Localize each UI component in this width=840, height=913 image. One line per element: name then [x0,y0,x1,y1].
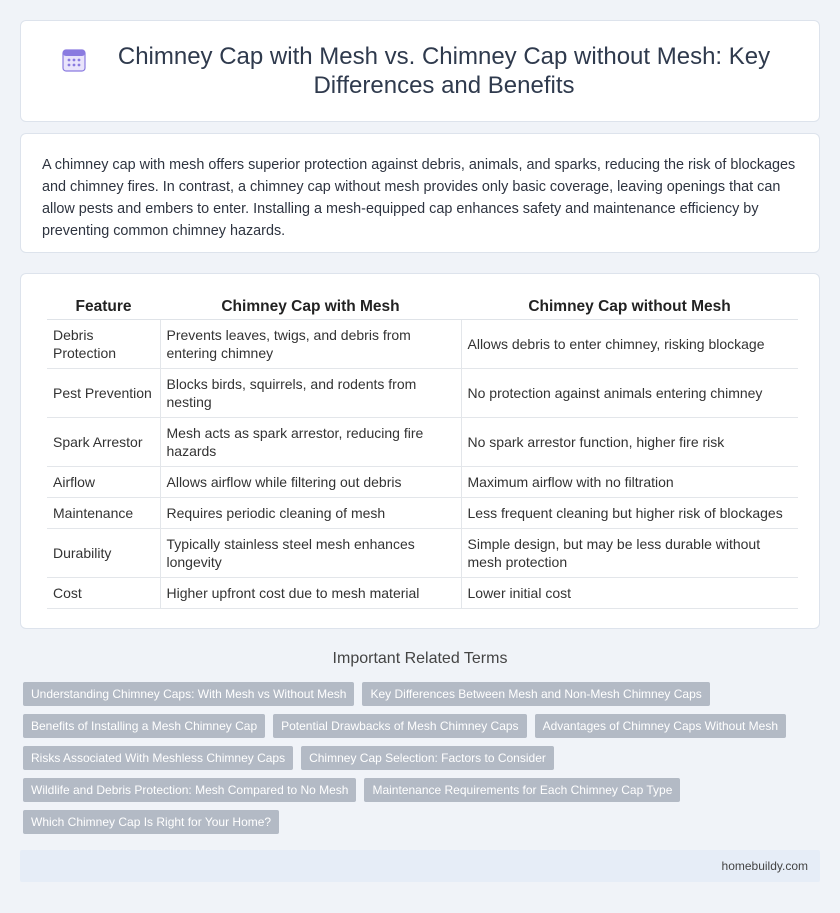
feature-cell: Durability [47,529,160,578]
related-term-tag[interactable]: Understanding Chimney Caps: With Mesh vs Without Mesh [23,682,354,706]
related-term-tag[interactable]: Maintenance Requirements for Each Chimney Cap Type [364,778,680,802]
feature-cell: Pest Prevention [47,369,160,418]
related-term-tag[interactable]: Potential Drawbacks of Mesh Chimney Caps [273,714,526,738]
with-mesh-cell: Higher upfront cost due to mesh material [160,578,461,609]
footer-site-link[interactable]: homebuildy.com [721,859,808,873]
related-term-tag[interactable]: Key Differences Between Mesh and Non-Mesh Chimney Caps [362,682,709,706]
table-row [47,320,798,369]
with-mesh-cell: Requires periodic cleaning of mesh [160,498,461,529]
without-mesh-cell: Lower initial cost [461,578,798,609]
without-mesh-cell: Allows debris to enter chimney, risking blockage [461,320,798,369]
comparison-card [20,273,820,629]
table-row [47,498,798,529]
related-terms-heading: Important Related Terms [332,650,508,667]
related-term-tag[interactable]: Which Chimney Cap Is Right for Your Home? [23,810,279,834]
table-header-row [47,293,798,320]
table-row [47,529,798,578]
with-mesh-cell: Allows airflow while filtering out debris [160,467,461,498]
calendar-icon [61,47,87,73]
related-term-tag[interactable]: Benefits of Installing a Mesh Chimney Cap [23,714,265,738]
table-row [47,578,798,609]
with-mesh-cell: Blocks birds, squirrels, and rodents from nesting [160,369,461,418]
footer [20,850,820,882]
without-mesh-cell: No protection against animals entering chimney [461,369,798,418]
header-card [20,20,820,122]
table-row [47,418,798,467]
table-row [47,467,798,498]
intro-paragraph: A chimney cap with mesh offers superior protection against debris, animals, and sparks, reducing the risk of blockages and chimney fires. In contrast, a chimney cap without mesh provides only basic coverage, leaving openings that can allow pests and embers to enter. Installing a mesh-equipped cap enhances safety and maintenance efficiency by preventing common chimney hazards. [42,157,796,239]
table-row [47,369,798,418]
column-header-without-mesh: Chimney Cap without Mesh [461,293,798,320]
feature-cell: Cost [47,578,160,609]
without-mesh-cell: Less frequent cleaning but higher risk of blockages [461,498,798,529]
related-term-tag[interactable]: Risks Associated With Meshless Chimney Caps [23,746,293,770]
feature-cell: Debris Protection [47,320,160,369]
column-header-feature: Feature [47,293,160,320]
feature-cell: Airflow [47,467,160,498]
without-mesh-cell: Simple design, but may be less durable without mesh protection [461,529,798,578]
related-term-tag[interactable]: Advantages of Chimney Caps Without Mesh [535,714,786,738]
related-term-tag[interactable]: Chimney Cap Selection: Factors to Consider [301,746,554,770]
without-mesh-cell: No spark arrestor function, higher fire risk [461,418,798,467]
with-mesh-cell: Mesh acts as spark arrestor, reducing fire hazards [160,418,461,467]
related-terms-list [23,682,813,842]
comparison-table [47,293,798,609]
with-mesh-cell: Typically stainless steel mesh enhances longevity [160,529,461,578]
column-header-with-mesh: Chimney Cap with Mesh [160,293,461,320]
with-mesh-cell: Prevents leaves, twigs, and debris from entering chimney [160,320,461,369]
related-term-tag[interactable]: Wildlife and Debris Protection: Mesh Compared to No Mesh [23,778,356,802]
without-mesh-cell: Maximum airflow with no filtration [461,467,798,498]
intro-card [20,133,820,253]
feature-cell: Spark Arrestor [47,418,160,467]
feature-cell: Maintenance [47,498,160,529]
page-title: Chimney Cap with Mesh vs. Chimney Cap without Mesh: Key Differences and Benefits [117,43,771,99]
